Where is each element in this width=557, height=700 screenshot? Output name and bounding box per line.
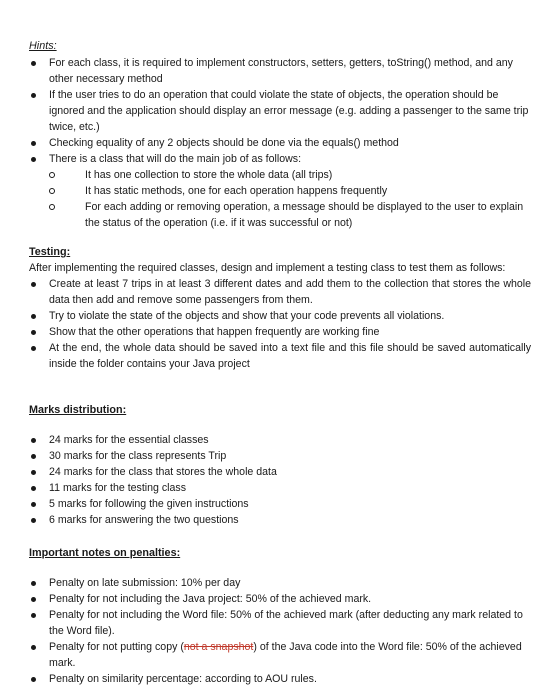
testing-list [29, 276, 531, 372]
bullet-icon [31, 346, 36, 351]
bullet-icon [31, 470, 36, 475]
bullet-icon [31, 314, 36, 319]
bullet-icon [31, 645, 36, 650]
bullet-icon [31, 518, 36, 523]
hints-section [29, 38, 531, 231]
circle-bullet-icon [49, 204, 55, 210]
testing-heading: Testing: [29, 246, 71, 258]
list-item: Penalty for not putting copy (not a snapshot) of the Java code into the Word file: 50% of the achieved mark. [29, 639, 531, 671]
bullet-icon [31, 330, 36, 335]
sub-list-item: For each adding or removing operation, a message should be displayed to the user to explain the status of the operation (i.e. if it was successful or not) [29, 199, 531, 231]
bullet-icon [31, 502, 36, 507]
marks-section [29, 402, 531, 528]
bullet-icon [31, 282, 36, 287]
bullet-icon [31, 486, 36, 491]
list-item: 30 marks for the class represents Trip [29, 448, 531, 464]
bullet-icon [31, 454, 36, 459]
sub-list-item: It has one collection to store the whole data (all trips) [29, 167, 531, 183]
bullet-icon [31, 438, 36, 443]
list-item: 5 marks for following the given instructions [29, 496, 531, 512]
bullet-icon [31, 61, 36, 66]
list-item: Penalty for not including the Java project: 50% of the achieved mark. [29, 591, 531, 607]
list-item: Penalty on similarity percentage: according to AOU rules. [29, 671, 531, 687]
penalties-heading: Important notes on penalties: [29, 547, 181, 559]
testing-section [29, 244, 531, 372]
list-item: If the user tries to do an operation that could violate the state of objects, the operation should be ignored and the application should display an error message (e.g. adding a passenger to the same trip twice, etc.) [29, 87, 531, 135]
penalties-section [29, 545, 531, 687]
list-item: Penalty for not including the Word file: 50% of the achieved mark (after deducting any mark related to the Word file). [29, 607, 531, 639]
penalties-list [29, 575, 531, 687]
marks-list [29, 432, 531, 528]
list-item: 24 marks for the essential classes [29, 432, 531, 448]
bullet-icon [31, 677, 36, 682]
bullet-icon [31, 141, 36, 146]
list-item: Create at least 7 trips in at least 3 different dates and add them to the collection that stores the whole data then add and remove some passengers from them. [29, 276, 531, 308]
bullet-icon [31, 613, 36, 618]
struck-text: not a snapshot [183, 641, 254, 653]
list-item: Try to violate the state of the objects and show that your code prevents all violations. [29, 308, 531, 324]
list-item: For each class, it is required to implement constructors, setters, getters, toString() method, and any other necessary method [29, 55, 531, 87]
bullet-icon [31, 581, 36, 586]
testing-intro: After implementing the required classes, design and implement a testing class to test them as follows: [29, 262, 506, 274]
list-item: Show that the other operations that happen frequently are working fine [29, 324, 531, 340]
bullet-icon [31, 93, 36, 98]
list-item: There is a class that will do the main job of as follows: [29, 151, 531, 167]
list-item: Checking equality of any 2 objects should be done via the equals() method [29, 135, 531, 151]
list-item: Penalty on late submission: 10% per day [29, 575, 531, 591]
marks-heading: Marks distribution: [29, 404, 127, 416]
circle-bullet-icon [49, 188, 55, 194]
list-item: 24 marks for the class that stores the whole data [29, 464, 531, 480]
hints-heading: Hints: [29, 40, 57, 52]
bullet-icon [31, 157, 36, 162]
list-item: 6 marks for answering the two questions [29, 512, 531, 528]
list-item: 11 marks for the testing class [29, 480, 531, 496]
circle-bullet-icon [49, 172, 55, 178]
bullet-icon [31, 597, 36, 602]
hints-list [29, 55, 531, 231]
sub-list-item: It has static methods, one for each operation happens frequently [29, 183, 531, 199]
list-item: At the end, the whole data should be saved into a text file and this file should be saved automatically inside the folder contains your Java project [29, 340, 531, 372]
